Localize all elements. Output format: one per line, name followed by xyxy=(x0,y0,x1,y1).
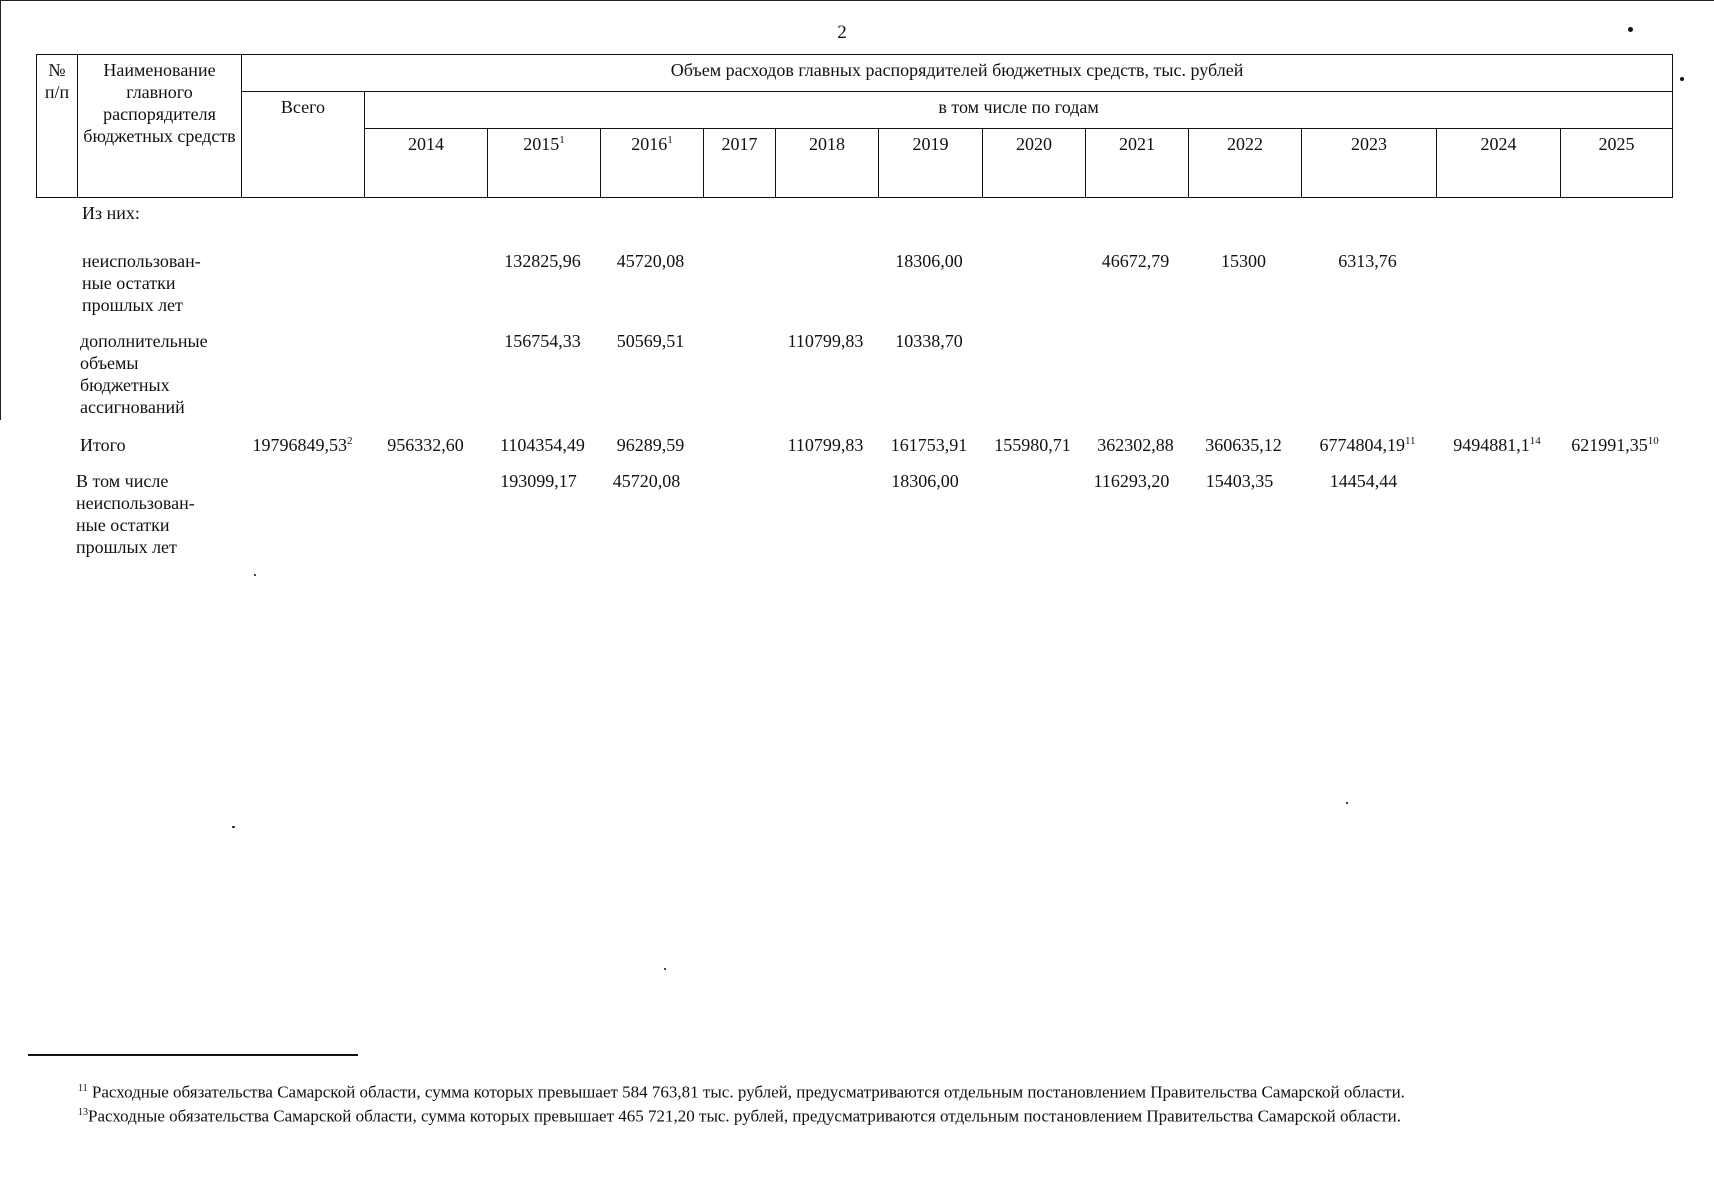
scan-edge-top xyxy=(0,0,1714,1)
header-year-2022: 2022 xyxy=(1189,129,1302,198)
cell-total-2019: 161753,91 xyxy=(890,435,968,455)
header-year-2025: 2025 xyxy=(1561,129,1673,198)
scan-dot xyxy=(232,826,235,828)
cell-total-2020: 155980,71 xyxy=(994,435,1071,455)
header-year-2019: 2019 xyxy=(879,129,983,198)
header-year-2021: 2021 xyxy=(1086,129,1189,198)
cell-unused-2016: 45720,08 xyxy=(616,251,685,271)
header-group-title: Объем расходов главных распорядителей бюджетных средств, тыс. рублей xyxy=(242,55,1673,92)
cell-additional-2015: 156754,33 xyxy=(504,331,581,351)
cell-total-2015: 1104354,49 xyxy=(500,435,585,455)
cell-total-2024: 9494881,1$^{14}$ xyxy=(1453,435,1541,455)
row-label-additional: дополнительные объемы бюджетных ассигнований xyxy=(80,331,208,417)
budget-table-header xyxy=(36,54,1673,198)
cell-incl-unused-2023: 14454,44 xyxy=(1329,471,1398,491)
header-years-title: в том числе по годам xyxy=(365,92,1673,129)
header-year-2016: 2016$^1$ xyxy=(601,129,704,198)
cell-incl-unused-2019: 18306,00 xyxy=(891,471,959,491)
footnote-13: $^{13}$Расходные обязательства Самарской области, сумма которых превышает 465 721,20 тыс. рублей, предусматриваются отдельным постановлением Правительства Самарской области. xyxy=(78,1106,1402,1126)
cell-incl-unused-2016: 45720,08 xyxy=(612,471,681,491)
table-body xyxy=(0,198,1714,598)
cell-unused-2023: 6313,76 xyxy=(1338,251,1397,271)
scan-dot xyxy=(254,574,256,576)
header-year-2018: 2018 xyxy=(776,129,879,198)
header-year-2017: 2017 xyxy=(704,129,776,198)
cell-incl-unused-2022: 15403,35 xyxy=(1205,471,1274,491)
cell-total-2025: 621991,35$^{10}$ xyxy=(1571,435,1659,455)
cell-additional-2019: 10338,70 xyxy=(895,331,963,351)
cell-additional-2018: 110799,83 xyxy=(787,331,864,351)
cell-unused-2015: 132825,96 xyxy=(504,251,581,271)
scan-dot xyxy=(1628,27,1633,32)
header-col-name: Наименование главного распорядителя бюджетных средств xyxy=(78,55,242,198)
cell-unused-2019: 18306,00 xyxy=(895,251,963,271)
cell-incl-unused-2015: 193099,17 xyxy=(500,471,577,491)
header-col-number: № п/п xyxy=(37,55,78,198)
cell-total-2016: 96289,59 xyxy=(616,435,685,455)
footnote-separator xyxy=(28,1054,358,1056)
cell-unused-2021: 46672,79 xyxy=(1101,251,1170,271)
page-number: 2 xyxy=(837,22,847,43)
cell-additional-2016: 50569,51 xyxy=(616,331,685,351)
cell-unused-2022: 15300 xyxy=(1221,251,1266,271)
header-year-2024: 2024 xyxy=(1437,129,1561,198)
cell-total-2014: 956332,60 xyxy=(387,435,464,455)
cell-total-2023: 6774804,19$^{11}$ xyxy=(1319,435,1416,455)
row-label-total: Итого xyxy=(80,435,126,455)
scan-dot xyxy=(1346,802,1348,804)
scan-dot xyxy=(664,968,666,970)
row-label-unused: неиспользован- ные остатки прошлых лет xyxy=(82,251,201,315)
cell-total-2021: 362302,88 xyxy=(1097,435,1174,455)
header-year-2015: 2015$^1$ xyxy=(488,129,601,198)
header-year-2023: 2023 xyxy=(1302,129,1437,198)
cell-total-2018: 110799,83 xyxy=(787,435,864,455)
row-label-iz-nih: Из них: xyxy=(82,203,140,223)
header-col-total: Всего xyxy=(242,92,365,198)
cell-total-all: 19796849,53$^2$ xyxy=(252,435,353,455)
footnote-11: $^{11}$ Расходные обязательства Самарской области, сумма которых превышает 584 763,81 тыс. рублей, предусматриваются отдельным постановлением Правительства Самарской области. xyxy=(78,1082,1405,1102)
row-label-incl-unused: В том числе неиспользован- ные остатки прошлых лет xyxy=(76,471,195,557)
cell-total-2022: 360635,12 xyxy=(1205,435,1282,455)
scan-dot xyxy=(1680,77,1684,81)
cell-incl-unused-2021: 116293,20 xyxy=(1093,471,1170,491)
header-year-2014: 2014 xyxy=(365,129,488,198)
header-year-2020: 2020 xyxy=(983,129,1086,198)
